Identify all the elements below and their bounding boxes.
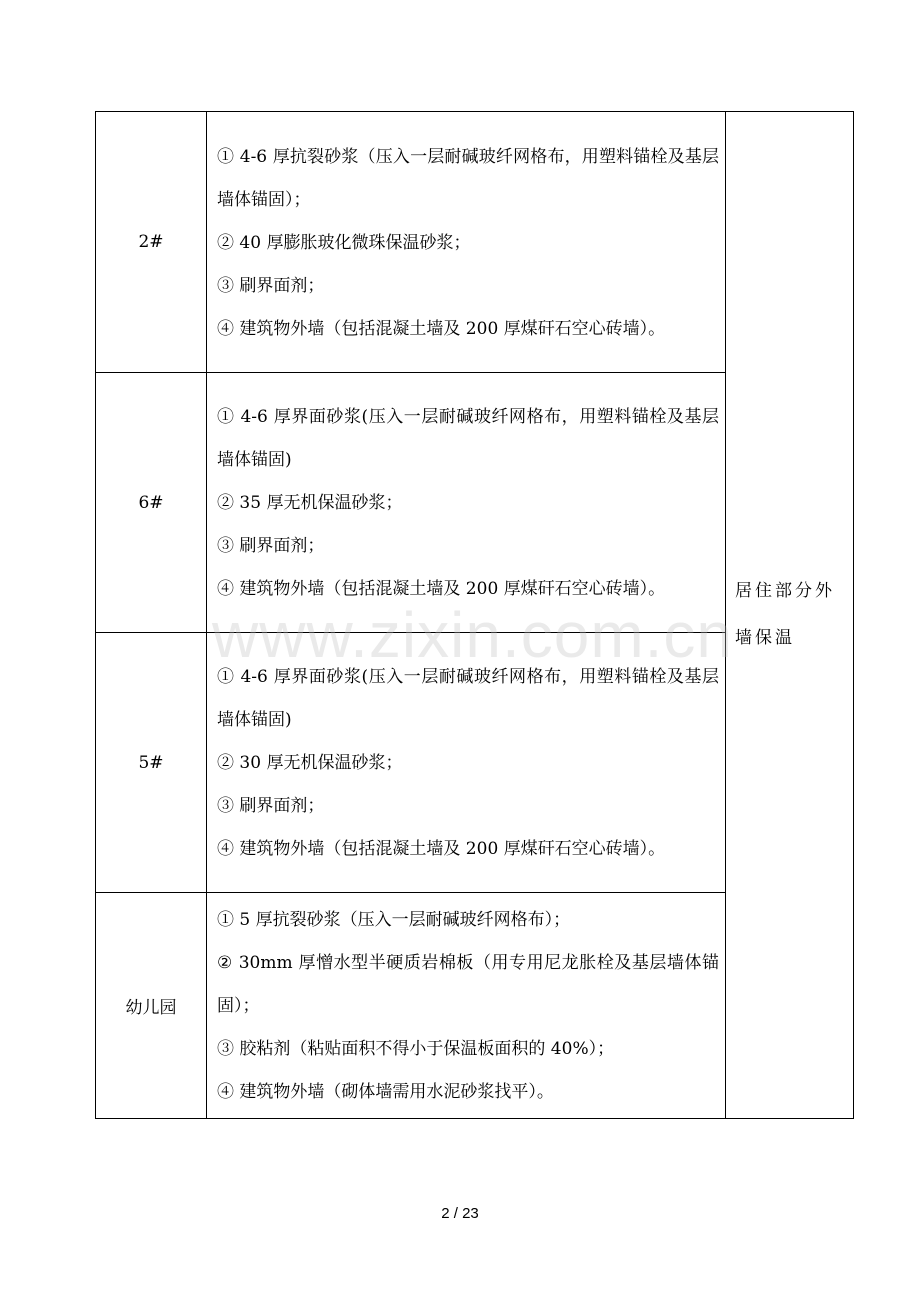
construction-steps-cell — [207, 633, 726, 893]
construction-steps-cell — [207, 373, 726, 633]
step-item: ① 4-6 厚抗裂砂浆（压入一层耐碱玻纤网格布，用塑料锚栓及基层墙体锚固）； — [217, 146, 719, 210]
step-item: ④ 建筑物外墙（包括混凝土墙及 200 厚煤矸石空心砖墙）。 — [217, 839, 666, 859]
step-item: ③ 刷界面剂； — [217, 275, 325, 296]
building-name-cell: 幼儿园 — [96, 893, 207, 1119]
building-name-cell: 5# — [96, 633, 207, 893]
step-item: ② 40 厚膨胀玻化微珠保温砂浆； — [217, 232, 471, 253]
step-item: ③ 刷界面剂； — [217, 796, 325, 816]
step-item: ① 4-6 厚界面砂浆(压入一层耐碱玻纤网格布，用塑料锚栓及基层墙体锚固) — [217, 667, 719, 730]
step-item: ② 30 厚无机保温砂浆； — [217, 753, 403, 773]
step-item: ④ 建筑物外墙（包括混凝土墙及 200 厚煤矸石空心砖墙）。 — [217, 318, 666, 339]
step-item: ① 4-6 厚界面砂浆(压入一层耐碱玻纤网格布，用塑料锚栓及基层墙体锚固) — [217, 407, 719, 470]
building-name-cell: 6# — [96, 373, 207, 633]
construction-steps-cell — [207, 893, 726, 1119]
construction-steps-cell — [207, 112, 726, 373]
page-number: 2 / 23 — [441, 1205, 479, 1222]
step-item: ③ 刷界面剂； — [217, 536, 325, 556]
scope-text: 居住部分外墙保温 — [735, 581, 835, 648]
scope-cell — [726, 112, 854, 1119]
step-item: ④ 建筑物外墙（砌体墙需用水泥砂浆找平）。 — [217, 1082, 554, 1102]
step-item: ② 35 厚无机保温砂浆； — [217, 493, 403, 513]
step-item: ④ 建筑物外墙（包括混凝土墙及 200 厚煤矸石空心砖墙）。 — [217, 579, 666, 599]
insulation-spec-table — [95, 111, 854, 1119]
step-item: ① 5 厚抗裂砂浆（压入一层耐碱玻纤网格布）； — [217, 910, 571, 930]
step-item: ② 30mm 厚憎水型半硬质岩棉板（用专用尼龙胀栓及基层墙体锚固）； — [217, 953, 719, 1016]
watermark: www.zixin.com.cn — [212, 599, 733, 671]
table-row — [96, 112, 854, 373]
building-name-cell: 2# — [96, 112, 207, 373]
step-item: ③ 胶粘剂（粘贴面积不得小于保温板面积的 40%）； — [217, 1039, 615, 1059]
